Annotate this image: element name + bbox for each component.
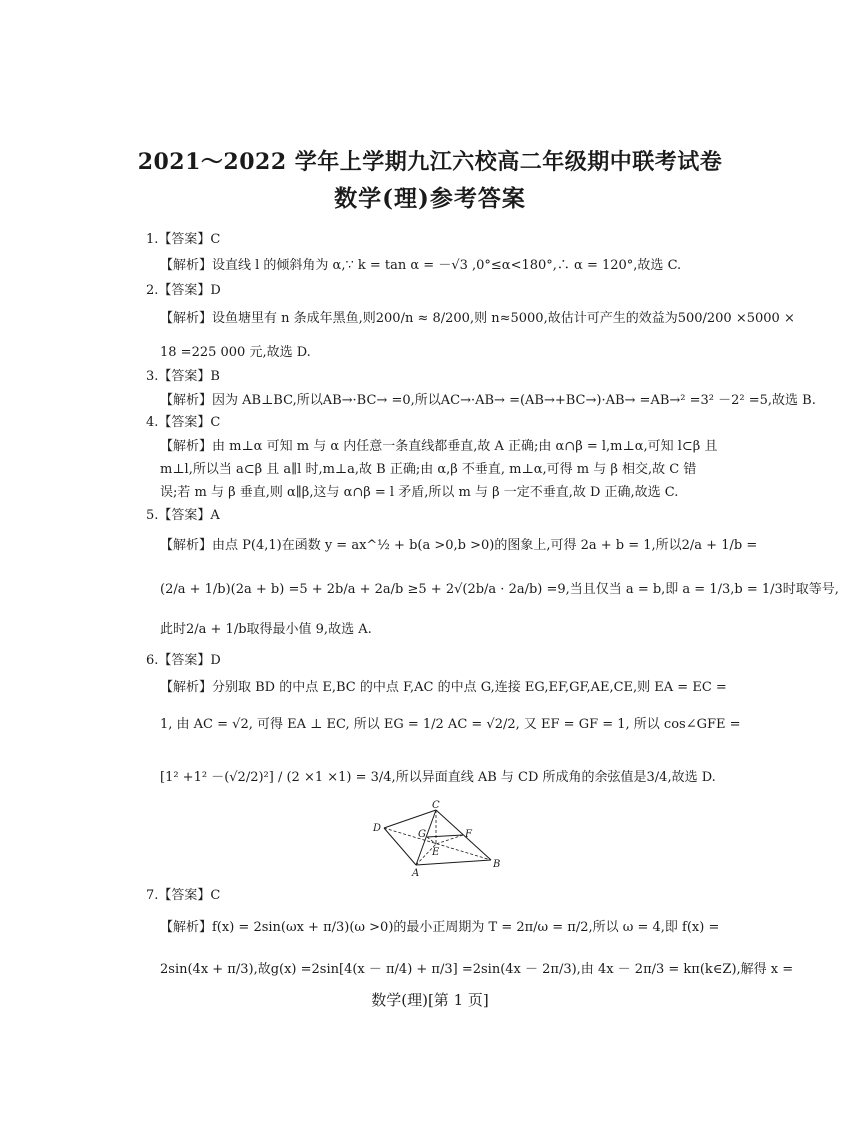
- label-F: F: [465, 829, 472, 840]
- answer-2: 2.【答案】D: [146, 283, 221, 298]
- answer-5: 5.【答案】A: [146, 508, 220, 523]
- label-A: A: [412, 868, 420, 879]
- explanation-5-line-3: 此时2/a + 1/b取得最小值 9,故选 A.: [160, 622, 372, 637]
- explanation-1-line-1: 【解析】设直线 l 的倾斜角为 α,∵ k = tan α = －√3 ,0°≤α<180°,∴ α = 120°,故选 C.: [160, 258, 682, 273]
- explanation-4-line-3: 误;若 m 与 β 垂直,则 α∥β,这与 α∩β = l 矛盾,所以 m 与 β 一定不垂直,故 D 正确,故选 C.: [160, 485, 679, 500]
- explanation-4-line-1: 【解析】由 m⊥α 可知 m 与 α 内任意一条直线都垂直,故 A 正确;由 α∩β = l,m⊥α,可知 l⊂β 且: [160, 439, 718, 454]
- document-subtitle: 数学(理)参考答案: [334, 185, 526, 212]
- explanation-6-line-2: 1, 由 AC = √2, 可得 EA ⊥ EC, 所以 EG = 1/2 AC = √2/2, 又 EF = GF = 1, 所以 cos∠GFE =: [160, 717, 741, 732]
- answer-1: 1.【答案】C: [146, 232, 221, 247]
- geometry-figure: [366, 800, 516, 880]
- explanation-6-line-1: 【解析】分别取 BD 的中点 E,BC 的中点 F,AC 的中点 G,连接 EG,EF,GF,AE,CE,则 EA = EC =: [160, 680, 727, 695]
- label-D: D: [373, 823, 382, 834]
- edge-CB: [436, 810, 491, 860]
- explanation-2-line-2: 18 =225 000 元,故选 D.: [160, 345, 311, 360]
- explanation-5-line-1: 【解析】由点 P(4,1)在函数 y = ax^½ + b(a >0,b >0)的图象上,可得 2a + b = 1,所以2/a + 1/b =: [160, 538, 758, 553]
- edge-AB: [416, 860, 491, 865]
- explanation-3-line-1: 【解析】因为 AB⊥BC,所以AB→·BC→ =0,所以AC→·AB→ =(AB→+BC→)·AB→ =AB→² =3² －2² =5,故选 B.: [160, 393, 816, 408]
- explanation-7-line-1: 【解析】f(x) = 2sin(ωx + π/3)(ω >0)的最小正周期为 T = 2π/ω = π/2,所以 ω = 4,即 f(x) =: [160, 920, 720, 935]
- answer-7: 7.【答案】C: [146, 888, 221, 903]
- edge-DC: [384, 810, 436, 828]
- edge-DA: [384, 828, 416, 865]
- explanation-2-line-1: 【解析】设鱼塘里有 n 条成年黑鱼,则200/n ≈ 8/200,则 n≈5000,故估计可产生的效益为500/200 ×5000 ×: [160, 311, 795, 326]
- label-E: E: [432, 847, 440, 858]
- explanation-6-line-3: [1² +1² －(√2/2)²] / (2 ×1 ×1) = 3/4,所以异面直线 AB 与 CD 所成角的余弦值是3/4,故选 D.: [160, 770, 716, 785]
- label-C: C: [432, 800, 440, 811]
- answer-4: 4.【答案】C: [146, 415, 221, 430]
- explanation-5-line-2: (2/a + 1/b)(2a + b) =5 + 2b/a + 2a/b ≥5 + 2√(2b/a · 2a/b) =9,当且仅当 a = b,即 a = 1/3,b = 1/3时取等号,: [160, 582, 839, 597]
- label-G: G: [418, 829, 426, 840]
- document-title: 2021～2022 学年上学期九江六校高二年级期中联考试卷: [137, 149, 723, 175]
- explanation-4-line-2: m⊥l,所以当 a⊂β 且 a∥l 时,m⊥a,故 B 正确;由 α,β 不垂直, m⊥α,可得 m 与 β 相交,故 C 错: [160, 462, 697, 477]
- answer-6: 6.【答案】D: [146, 653, 221, 668]
- label-B: B: [493, 859, 501, 870]
- answer-3: 3.【答案】B: [146, 369, 220, 384]
- page-footer: 数学(理)[第 1 页]: [371, 991, 489, 1009]
- explanation-7-line-2: 2sin(4x + π/3),故g(x) =2sin[4(x － π/4) + π/3] =2sin(4x － 2π/3),由 4x － 2π/3 = kπ(k∈Z),解得 x =: [160, 962, 794, 977]
